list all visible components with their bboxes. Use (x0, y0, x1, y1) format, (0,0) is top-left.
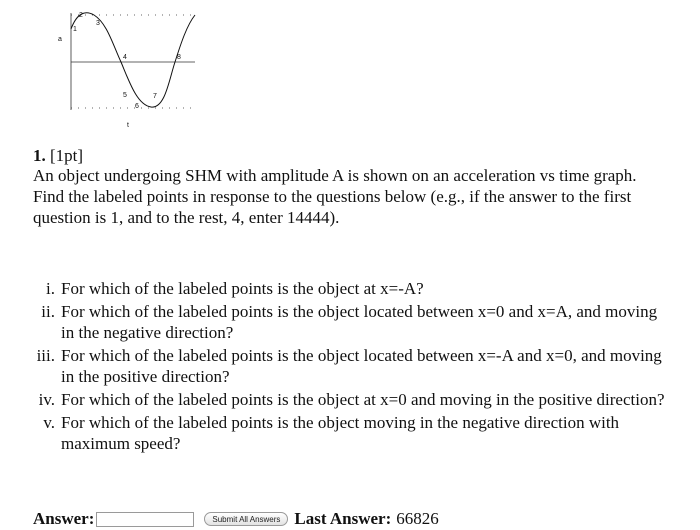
item-number: ii. (41, 302, 55, 321)
item-text: For which of the labeled points is the object located between x=-A and x=0, and moving in the positive direction? (61, 346, 662, 386)
graph-point-label: 1 (73, 26, 77, 33)
question-stem-line: An object undergoing SHM with amplitude A is shown on an acceleration vs time graph. (33, 166, 637, 185)
item-number: i. (46, 279, 55, 298)
question-header (33, 146, 83, 166)
acceleration-time-graph (55, 5, 215, 135)
graph-point-label: 2 (79, 12, 83, 19)
question-stem (33, 165, 673, 228)
graph-point-label: 4 (123, 54, 127, 61)
question-item (33, 301, 673, 343)
question-stem-line: Find the labeled points in response to the questions below (e.g., if the answer to the first question is 1, and to the rest, 4, enter 14444). (33, 187, 632, 227)
item-text: For which of the labeled points is the object at x=0 and moving in the positive direction? (61, 390, 665, 409)
graph-point-label: 3 (96, 20, 100, 27)
answer-row (33, 508, 439, 530)
item-text: For which of the labeled points is the object moving in the negative direction with maximum speed? (61, 413, 620, 453)
y-axis-label: a (58, 36, 62, 43)
answer-input[interactable] (96, 512, 194, 527)
question-item (33, 278, 673, 299)
graph-point-label: 8 (177, 54, 181, 61)
question-items (33, 278, 673, 456)
submit-all-answers-button[interactable]: Submit All Answers (204, 512, 288, 526)
question-points: [1pt] (50, 146, 84, 165)
x-axis-label: t (127, 122, 129, 129)
question-item (33, 345, 673, 387)
item-text: For which of the labeled points is the object located between x=0 and x=A, and moving in the negative direction? (61, 302, 658, 342)
last-answer-value: 66826 (396, 509, 439, 528)
item-number: iv. (38, 390, 55, 409)
question-item (33, 412, 673, 454)
graph-point-label: 5 (123, 92, 127, 99)
question-item (33, 389, 673, 410)
last-answer-label: Last Answer: (294, 509, 392, 528)
graph-point-label: 6 (135, 103, 139, 110)
graph-point-label: 7 (153, 93, 157, 100)
item-number: v. (43, 413, 55, 432)
item-number: iii. (36, 346, 55, 365)
item-text: For which of the labeled points is the object at x=-A? (61, 279, 424, 298)
answer-label: Answer: (33, 509, 95, 528)
question-number: 1. (33, 146, 46, 165)
